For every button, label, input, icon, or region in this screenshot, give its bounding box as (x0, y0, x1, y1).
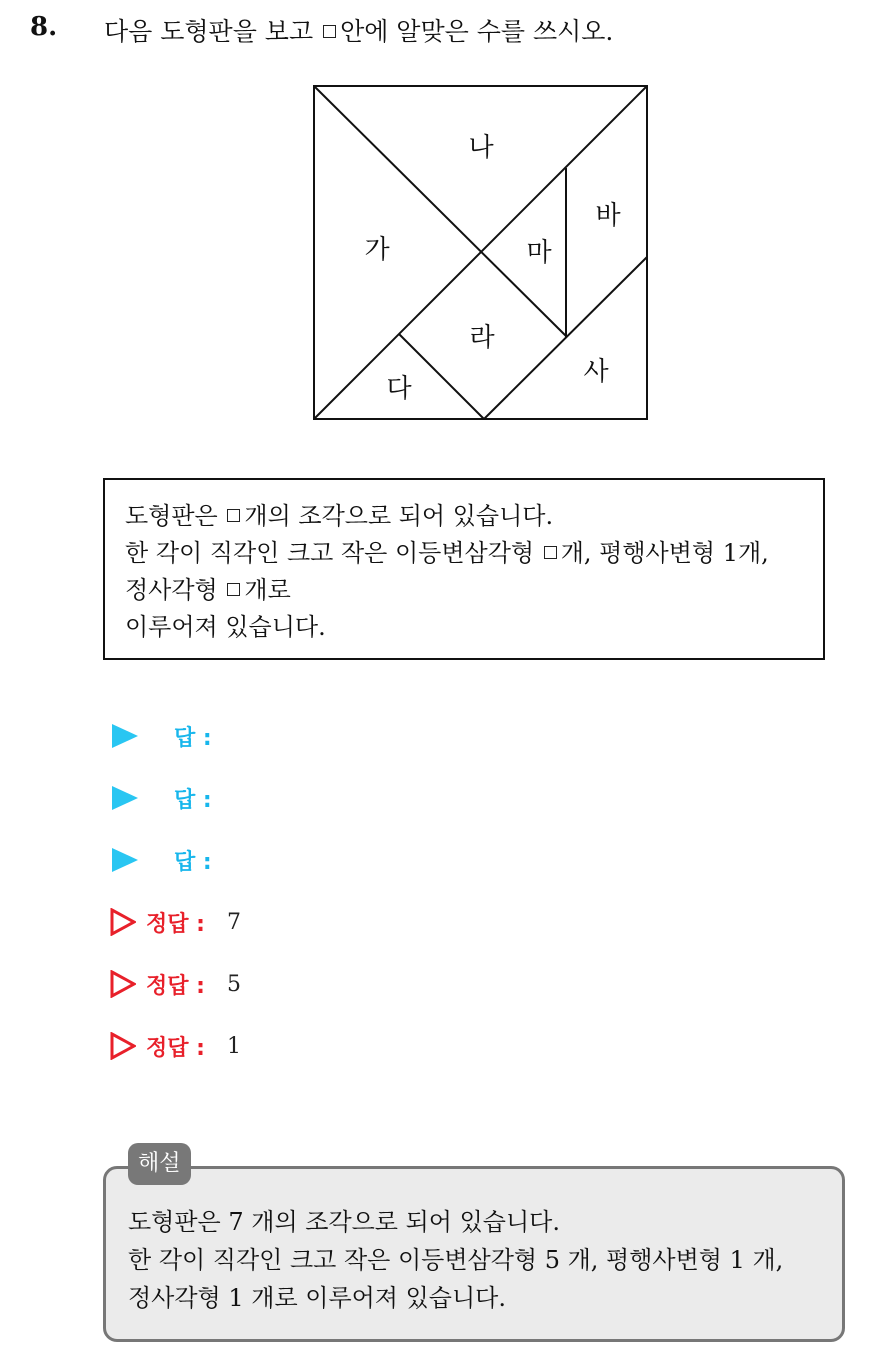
blank-box-icon (227, 583, 240, 596)
box-line-3-b: 개로 (244, 576, 291, 604)
box-line-2 (125, 535, 823, 572)
answer-row (108, 767, 241, 829)
box-line-1-a: 도형판은 (125, 502, 218, 530)
box-line-3-a: 정사각형 (125, 576, 218, 604)
correct-answer-value: 7 (226, 909, 241, 935)
explanation-box (103, 1166, 845, 1342)
problem-box (103, 478, 825, 660)
arrow-right-icon (112, 848, 138, 872)
arrow-right-icon (112, 786, 138, 810)
blank-box-icon (323, 25, 336, 38)
answer-label: 답 : (174, 849, 212, 875)
correct-answer-value: 1 (226, 1033, 241, 1059)
blank-box-icon (544, 546, 557, 559)
answer-label: 답 : (174, 725, 212, 751)
question-number: 8. (30, 12, 58, 42)
label-ga: 가 (364, 235, 390, 265)
box-line-2-b: 개, 평행사변형 1개, (560, 539, 769, 567)
label-na: 나 (468, 133, 494, 163)
question-text-after: 안에 알맞은 수를 쓰시오. (340, 17, 614, 46)
answer-label: 답 : (174, 787, 212, 813)
label-sa: 사 (583, 357, 609, 387)
explanation-line-2: 한 각이 직각인 크고 작은 이등변삼각형 5 개, 평행사변형 1 개, (128, 1246, 784, 1274)
explanation-line-3: 정사각형 1 개로 이루어져 있습니다. (128, 1284, 506, 1312)
outline-arrow-icon (110, 1032, 136, 1060)
box-line-1 (125, 498, 823, 535)
correct-answer-row (108, 953, 241, 1015)
label-ma: 마 (526, 238, 552, 268)
box-line-2-a: 한 각이 직각인 크고 작은 이등변삼각형 (125, 539, 535, 567)
label-ra: 라 (469, 323, 495, 353)
explanation-line-1: 도형판은 7 개의 조각으로 되어 있습니다. (128, 1208, 560, 1236)
box-line-4: 이루어져 있습니다. (125, 613, 326, 641)
question-text-before: 다음 도형판을 보고 (104, 17, 314, 46)
answers-section (108, 705, 241, 1077)
label-ba: 바 (595, 201, 621, 231)
outline-arrow-icon (110, 970, 136, 998)
outline-arrow-icon (110, 908, 136, 936)
answer-row (108, 829, 241, 891)
correct-answer-label: 정답 : (146, 911, 205, 937)
correct-answer-label: 정답 : (146, 1035, 205, 1061)
tangram-line (314, 86, 567, 337)
explanation-tab: 해설 (128, 1143, 191, 1185)
correct-answer-row (108, 891, 241, 953)
correct-answer-label: 정답 : (146, 973, 205, 999)
answer-row (108, 705, 241, 767)
blank-box-icon (227, 509, 240, 522)
arrow-right-icon (112, 724, 138, 748)
question-text (104, 12, 613, 48)
box-line-1-b: 개의 조각으로 되어 있습니다. (244, 502, 554, 530)
correct-answer-row (108, 1015, 241, 1077)
tangram-figure (312, 84, 652, 424)
label-da: 다 (386, 374, 412, 404)
box-line-3 (125, 572, 823, 609)
correct-answer-value: 5 (226, 971, 241, 997)
